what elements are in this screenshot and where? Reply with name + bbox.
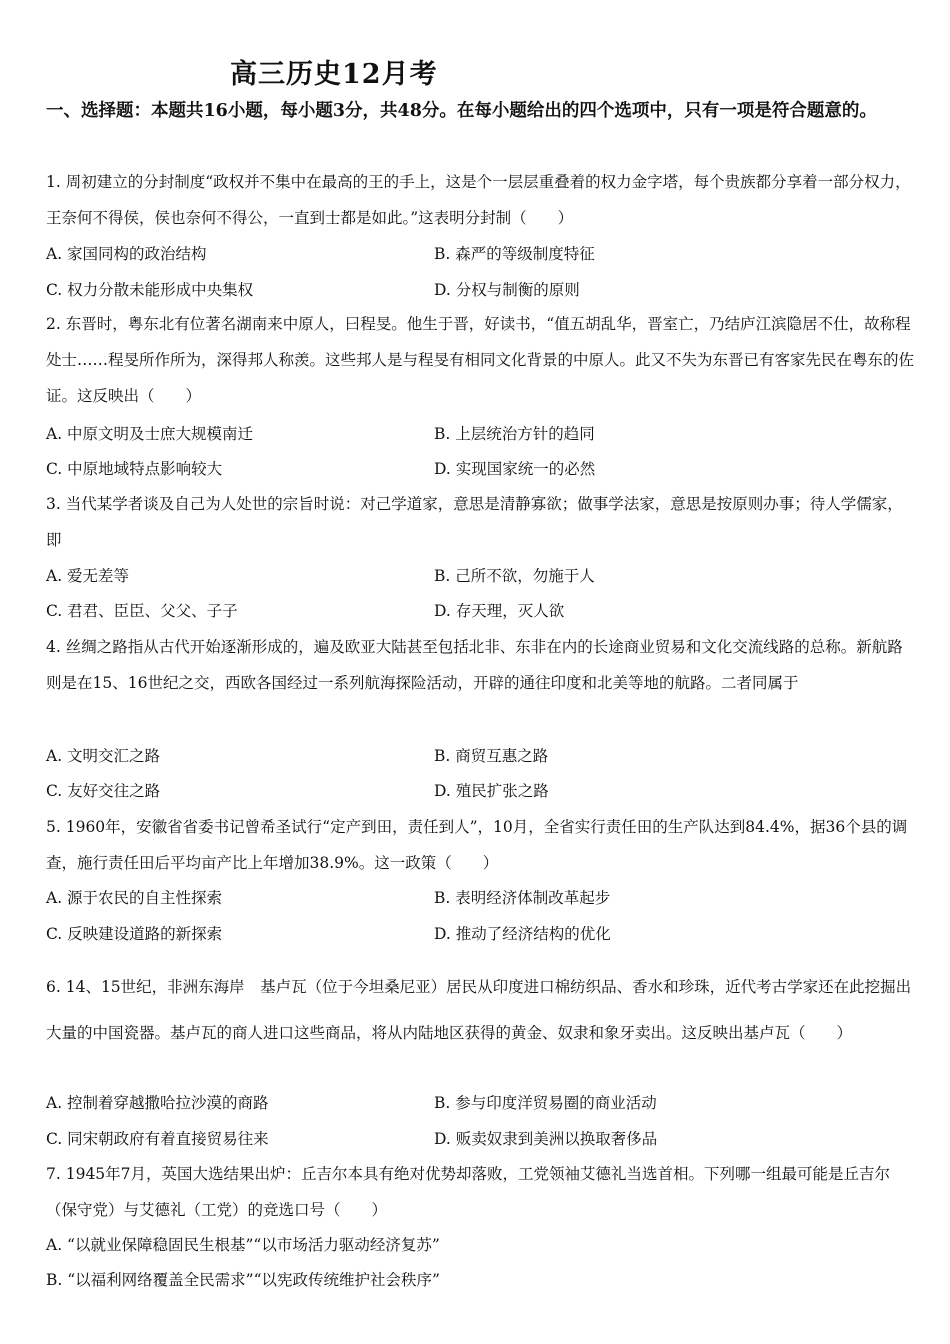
question-2-option-a[interactable]: A. 中原文明及士庶大规模南迁 bbox=[46, 425, 254, 443]
question-6-option-a[interactable]: A. 控制着穿越撒哈拉沙漠的商路 bbox=[46, 1094, 269, 1112]
question-3-option-d[interactable]: D. 存天理，灭人欲 bbox=[434, 602, 565, 620]
question-7-option-b[interactable]: B. “以福利网络覆盖全民需求”“以宪政传统维护社会秩序” bbox=[46, 1271, 440, 1289]
exam-title: 高三历史12月考 bbox=[230, 59, 438, 90]
question-4-option-c[interactable]: C. 友好交往之路 bbox=[46, 782, 161, 800]
question-7-option-a[interactable]: A. “以就业保障稳固民生根基”“以市场活力驱动经济复苏” bbox=[46, 1236, 440, 1254]
question-5-option-d[interactable]: D. 推动了经济结构的优化 bbox=[434, 925, 611, 943]
question-6-option-d[interactable]: D. 贩卖奴隶到美洲以换取奢侈品 bbox=[434, 1130, 658, 1148]
question-6-option-c[interactable]: C. 同宋朝政府有着直接贸易往来 bbox=[46, 1130, 269, 1148]
question-5-stem: 5. 1960年，安徽省省委书记曾希圣试行“定产到田，责任到人”，10月，全省实行责任田的生产队达到84.4%，据36个县的调查，施行责任田后平均亩产比上年增加38.9%。这一政策（ ） bbox=[46, 818, 908, 872]
question-2-option-d[interactable]: D. 实现国家统一的必然 bbox=[434, 460, 596, 478]
question-1-option-c[interactable]: C. 权力分散未能形成中央集权 bbox=[46, 281, 254, 299]
question-1-stem: 1. 周初建立的分封制度“政权并不集中在最高的王的手上，这是个一层层重叠着的权力金字塔，每个贵族都分享着一部分权力，王奈何不得侯，侯也奈何不得公，一直到士都是如此。”这表明分封制（ ） bbox=[46, 173, 911, 227]
question-5-option-b[interactable]: B. 表明经济体制改革起步 bbox=[434, 889, 611, 907]
question-7-stem: 7. 1945年7月，英国大选结果出炉：丘吉尔本具有绝对优势却落败，工党领袖艾德礼当选首相。下列哪一组最可能是丘吉尔（保守党）与艾德礼（工党）的竞选口号（ ） bbox=[46, 1165, 891, 1219]
question-2-option-c[interactable]: C. 中原地域特点影响较大 bbox=[46, 460, 223, 478]
question-3-option-a[interactable]: A. 爱无差等 bbox=[46, 567, 130, 585]
question-6-stem: 6. 14、15世纪，非洲东海岸 基卢瓦（位于今坦桑尼亚）居民从印度进口棉纺织品、香水和珍珠，近代考古学家还在此挖掘出大量的中国瓷器。基卢瓦的商人进口这些商品，将从内陆地区获得的黄金、奴隶和象牙卖出。这反映出基卢瓦（ ） bbox=[46, 978, 912, 1042]
question-1-option-d[interactable]: D. 分权与制衡的原则 bbox=[434, 281, 580, 299]
question-2-option-b[interactable]: B. 上层统治方针的趋同 bbox=[434, 425, 595, 443]
question-1-option-a[interactable]: A. 家国同构的政治结构 bbox=[46, 245, 207, 263]
question-5-option-c[interactable]: C. 反映建设道路的新探索 bbox=[46, 925, 223, 943]
question-3-option-b[interactable]: B. 己所不欲，勿施于人 bbox=[434, 567, 595, 585]
question-4-option-a[interactable]: A. 文明交汇之路 bbox=[46, 747, 161, 765]
question-5-option-a[interactable]: A. 源于农民的自主性探索 bbox=[46, 889, 223, 907]
question-3-option-c[interactable]: C. 君君、臣臣、父父、子子 bbox=[46, 602, 238, 620]
question-3-stem: 3. 当代某学者谈及自己为人处世的宗旨时说：对己学道家，意思是清静寡欲；做事学法家，意思是按原则办事；待人学儒家，即 bbox=[46, 495, 903, 549]
section-heading: 一、选择题：本题共16小题，每小题3分，共48分。在每小题给出的四个选项中，只有一项是符合题意的。 bbox=[46, 101, 877, 121]
question-4-option-b[interactable]: B. 商贸互惠之路 bbox=[434, 747, 549, 765]
question-1-option-b[interactable]: B. 森严的等级制度特征 bbox=[434, 245, 595, 263]
question-4-stem: 4. 丝绸之路指从古代开始逐渐形成的，遍及欧亚大陆甚至包括北非、东非在内的长途商业贸易和文化交流线路的总称。新航路则是在15、16世纪之交，西欧各国经过一系列航海探险活动，开辟的通往印度和北美等地的航路。二者同属于 bbox=[46, 638, 903, 692]
question-4-option-d[interactable]: D. 殖民扩张之路 bbox=[434, 782, 549, 800]
question-2-stem: 2. 东晋时，粤东北有位著名湖南来中原人，曰程旻。他生于晋，好读书，“值五胡乱华，晋室亡，乃结庐江滨隐居不仕，故称程处士……程旻所作所为，深得邦人称羡。这些邦人是与程旻有相同文化背景的中原人。此又不失为东晋已有客家先民在粤东的佐证。这反映出（ ） bbox=[46, 315, 915, 405]
question-6-option-b[interactable]: B. 参与印度洋贸易圈的商业活动 bbox=[434, 1094, 657, 1112]
